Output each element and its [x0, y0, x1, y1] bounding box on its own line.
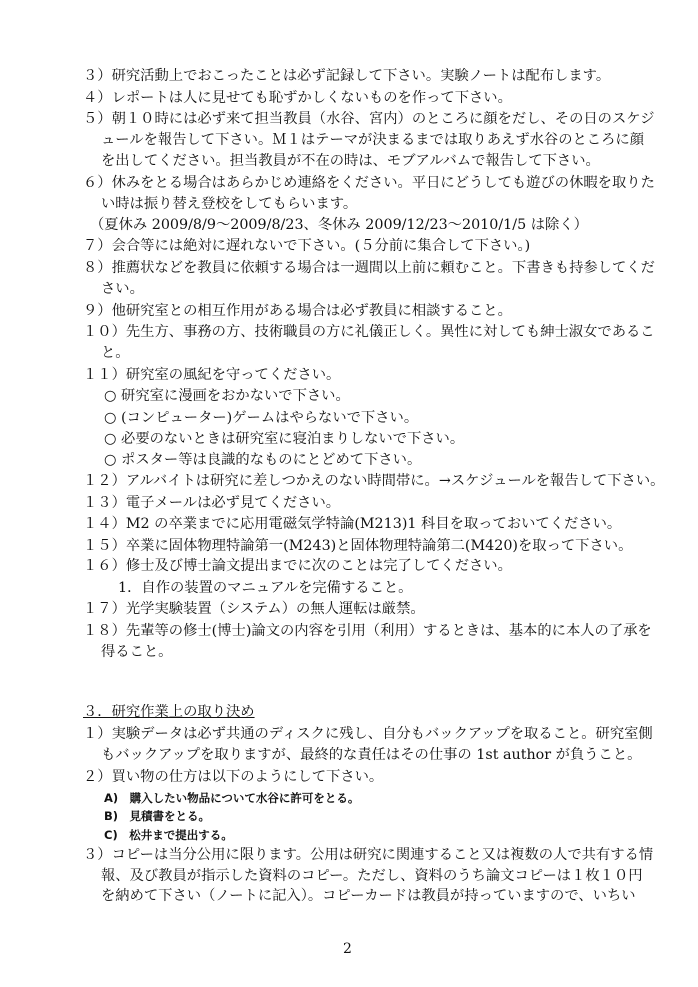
rule-5: ５）朝１０時には必ず来て担当教員（水谷、宮内）のところに顔をだし、その日のスケジ [83, 111, 655, 127]
rule-8: ８）推薦状などを教員に依頼する場合は一週間以上前に頼むこと。下書きも持参してくだ [83, 259, 655, 276]
rule-5-continued: ュールを報告して下さい。Ｍ１はテーマが決まるまでは取りあえず水谷のところに顔 [101, 131, 644, 148]
rule-6-continued: い時は振り替え登校をしてもらいます。 [101, 196, 358, 213]
rule-14: １４）M2 の卒業までに応用電磁気学特論(M213)1 科目を取っておいてください。 [83, 516, 622, 533]
work-rule-3: ３）コピーは当分公用に限ります。公用は研究に関連すること又は複数の人で共有する情 [83, 846, 654, 863]
rule-11: １１）研究室の風紀を守ってください。 [83, 366, 341, 383]
rule-15: １５）卒業に固体物理特論第一(M243)と固体物理特論第二(M420)を取って下さい。 [83, 537, 633, 554]
rule-9: ９）他研究室との相互作用がある場合は必ず教員に相談すること。 [83, 302, 512, 319]
rule-11-item: ○ 研究室に漫画をおかないで下さい。 [104, 388, 350, 404]
rule-7: ７）会合等には絶対に遅れないで下さい。(５分前に集合して下さい。) [83, 238, 531, 255]
work-rule-2: ２）買い物の仕方は以下のようにして下さい。 [83, 768, 384, 785]
rule-16: １６）修士及び博士論文提出までに次のことは完了してください。 [83, 558, 512, 575]
rule-18-continued: 得ること。 [101, 644, 173, 661]
rule-10-continued: と。 [101, 345, 130, 361]
work-rule-3-continued: 報、及び教員が指示した資料のコピー。ただし、資料のうち論文コピーは１枚１０円 [101, 867, 643, 884]
rule-8-continued: さい。 [101, 281, 144, 298]
work-rule-2-step: A) 購入したい物品について水谷に許可をとる。 [104, 790, 360, 805]
rule-10: １０）先生方、事務の方、技術職員の方に礼儀正しく。異性に対しても紳士淑女であるこ [83, 324, 655, 341]
rule-6: ６）休みをとる場合はあらかじめ連絡をください。平日にどうしても遊びの休暇を取りた [83, 174, 655, 191]
work-rule-1-continued: もバックアップを取りますが、最終的な責任はその仕事の 1st author が負うこと。 [101, 747, 642, 764]
rule-4: ４）レポートは人に見せても恥ずかしくないものを作って下さい。 [83, 89, 512, 106]
page-number: 2 [343, 941, 352, 957]
rule-11-item: ○ ポスター等は良識的なものにとどめて下さい。 [104, 451, 422, 468]
rule-12: １２）アルバイトは研究に差しつかえのない時間帯に。→スケジュールを報告して下さい。 [83, 473, 665, 490]
rule-18: １８）先輩等の修士(博士)論文の内容を引用（利用）するときは、基本的に本人の了承を [83, 622, 652, 639]
rule-5-continued: を出してください。担当教員が不在の時は、モブアルバムで報告して下さい。 [101, 153, 600, 170]
rule-17: １７）光学実験装置（システム）の無人運転は厳禁。 [83, 601, 425, 618]
section-heading: ３．研究作業上の取り決め [83, 704, 255, 721]
work-rule-2-step: C) 松井まで提出する。 [104, 828, 233, 843]
rule-16-item: 1．自作の装置のマニュアルを完備すること。 [118, 579, 413, 596]
rule-3: ３）研究活動上でおこったことは必ず記録して下さい。実験ノートは配布します。 [83, 68, 611, 84]
rule-11-item: ○ 必要のないときは研究室に寝泊まりしないで下さい。 [104, 431, 465, 447]
rule-13: １３）電子メールは必ず見てください。 [83, 494, 341, 511]
work-rule-2-step: B) 見積書をとる。 [104, 809, 211, 824]
work-rule-3-continued: を納めて下さい（ノートに記入）。コピーカードは教員が持っていますので、いちい [101, 888, 636, 905]
work-rule-1: １）実験データは必ず共通のディスクに残し、自分もバックアップを取ること。研究室側 [83, 725, 653, 742]
rule-11-item: ○ (コンピューター)ゲームはやらないで下さい。 [104, 409, 419, 426]
holiday-note: （夏休み 2009/8/9〜2009/8/23、冬休み 2009/12/23〜2010/1/5 は除く） [90, 216, 588, 233]
